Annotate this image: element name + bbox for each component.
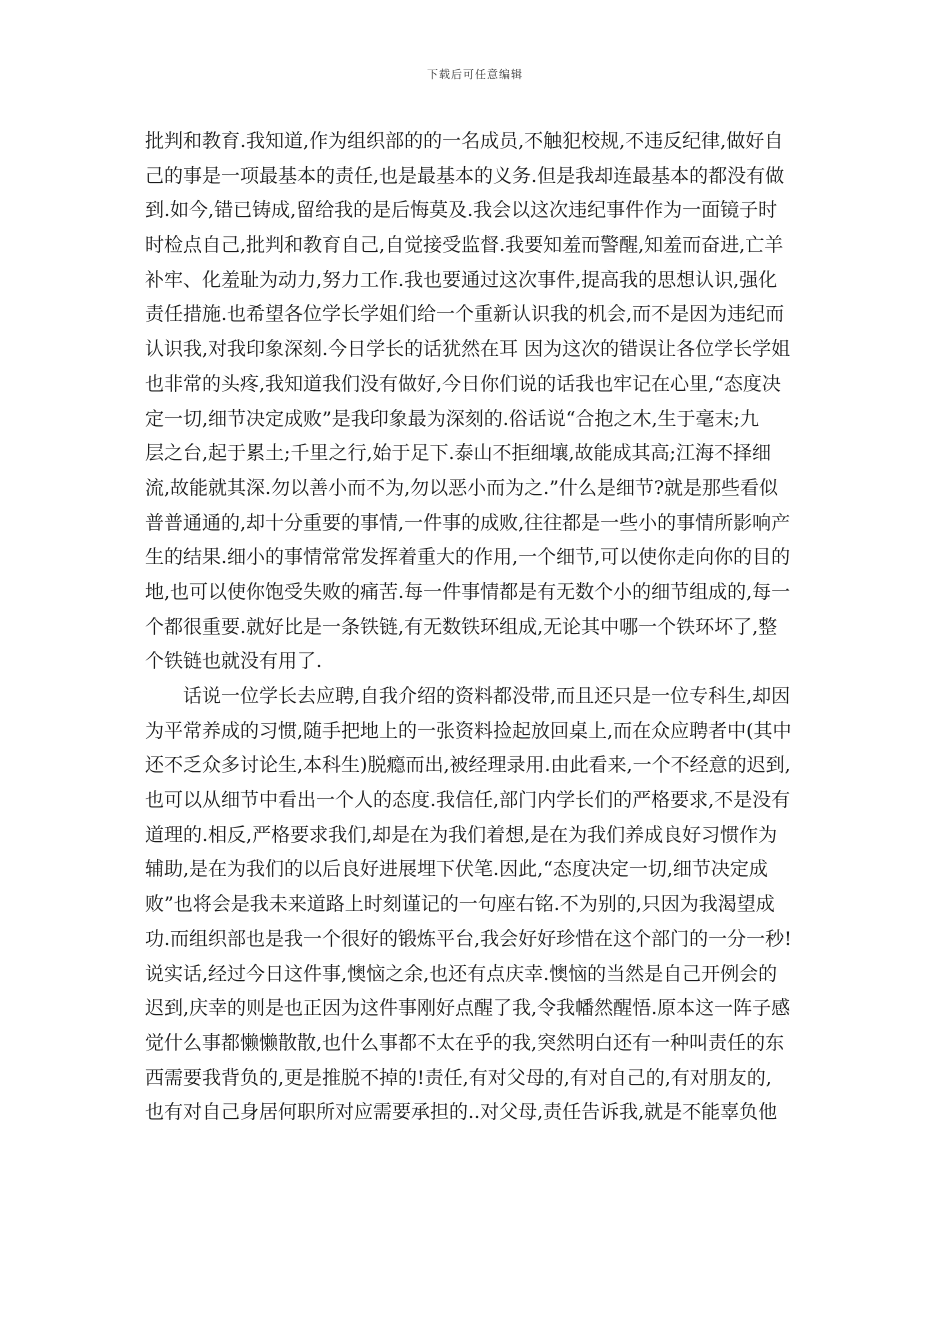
text-line: 个都很重要.就好比是一条铁链,有无数铁环组成,无论其中哪一个铁环坏了,整 [145, 615, 778, 638]
text-line: 普普通通的,却十分重要的事情,一件事的成败,往往都是一些小的事情所影响产 [145, 511, 791, 534]
text-line: 生的结果.细小的事情常常发挥着重大的作用,一个细节,可以使你走向你的目的 [145, 546, 791, 569]
text-line: 也有对自己身居何职所对应需要承担的..对父母,责任告诉我,就是不能辜负他 [145, 1101, 778, 1124]
text-line: 败”也将会是我未来道路上时刻谨记的一句座右铭.不为别的,只因为我渴望成 [145, 893, 775, 916]
text-line: 个铁链也就没有用了. [145, 650, 323, 673]
text-line: 到.如今,错已铸成,留给我的是后悔莫及.我会以这次违纪事件作为一面镜子时 [145, 199, 778, 222]
text-line: 时检点自己,批判和教育自己,自觉接受监督.我要知羞而警醒,知羞而奋进,亡羊 [145, 234, 784, 257]
text-line: 认识我,对我印象深刻.今日学长的话犹然在耳 因为这次的错误让各位学长学姐 [145, 338, 791, 361]
text-line: 批判和教育.我知道,作为组织部的的一名成员,不触犯校规,不违反纪律,做好自 [145, 130, 784, 152]
text-line: 话说一位学长去应聘,自我介绍的资料都没带,而且还只是一位专科生,却因 [183, 685, 791, 707]
document-body [145, 124, 809, 1130]
text-line: 辅助,是在为我们的以后良好进展埋下伏笔.因此,“态度决定一切,细节决定成 [145, 858, 768, 881]
text-line: 己的事是一项最基本的责任,也是最基本的义务.但是我却连最基本的都没有做 [145, 164, 785, 187]
text-line: 还不乏众多讨论生,本科生)脱瘾而出,被经理录用.由此看来,一个不经意的迟到, [145, 754, 791, 777]
text-line: 为平常养成的习惯,随手把地上的一张资料捡起放回桌上,而在众应聘者中(其中 [145, 719, 792, 742]
text-line: 功.而组织部也是我一个很好的锻炼平台,我会好好珍惜在这个部门的一分一秒! [145, 927, 792, 950]
text-line: 地,也可以使你饱受失败的痛苦.每一件事情都是有无数个小的细节组成的,每一 [145, 580, 791, 603]
text-line: 迟到,庆幸的则是也正因为这件事刚好点醒了我,令我幡然醒悟.原本这一阵子感 [145, 997, 791, 1020]
paragraph [145, 124, 809, 679]
text-line: 流,故能就其深.勿以善小而不为,勿以恶小而为之.”什么是细节?就是那些看似 [145, 476, 779, 499]
text-line: 责任措施.也希望各位学长学姐们给一个重新认识我的机会,而不是因为违纪而 [145, 303, 785, 326]
text-line: 也可以从细节中看出一个人的态度.我信任,部门内学长们的严格要求,不是没有 [145, 789, 791, 812]
text-line: 西需要我背负的,更是推脱不掉的!责任,有对父母的,有对自己的,有对朋友的, [145, 1066, 772, 1089]
text-line: 定一切,细节决定成败”是我印象最为深刻的.俗话说“合抱之木,生于毫末;九 [145, 407, 759, 430]
text-line: 道理的.相反,严格要求我们,却是在为我们着想,是在为我们养成良好习惯作为 [145, 823, 778, 846]
text-line: 补牢、化羞耻为动力,努力工作.我也要通过这次事件,提高我的思想认识,强化 [145, 268, 778, 291]
page-header: 下载后可任意编辑 [427, 68, 523, 81]
paragraph [145, 679, 809, 1130]
text-line: 觉什么事都懒懒散散,也什么事都不太在乎的我,突然明白还有一种叫责任的东 [145, 1031, 785, 1054]
text-line: 说实话,经过今日这件事,懊恼之余,也还有点庆幸.懊恼的当然是自己开例会的 [145, 962, 778, 985]
text-line: 层之台,起于累土;千里之行,始于足下.泰山不拒细壤,故能成其高;江海不择细 [145, 442, 771, 465]
text-line: 也非常的头疼,我知道我们没有做好,今日你们说的话我也牢记在心里,“态度决 [145, 372, 781, 395]
